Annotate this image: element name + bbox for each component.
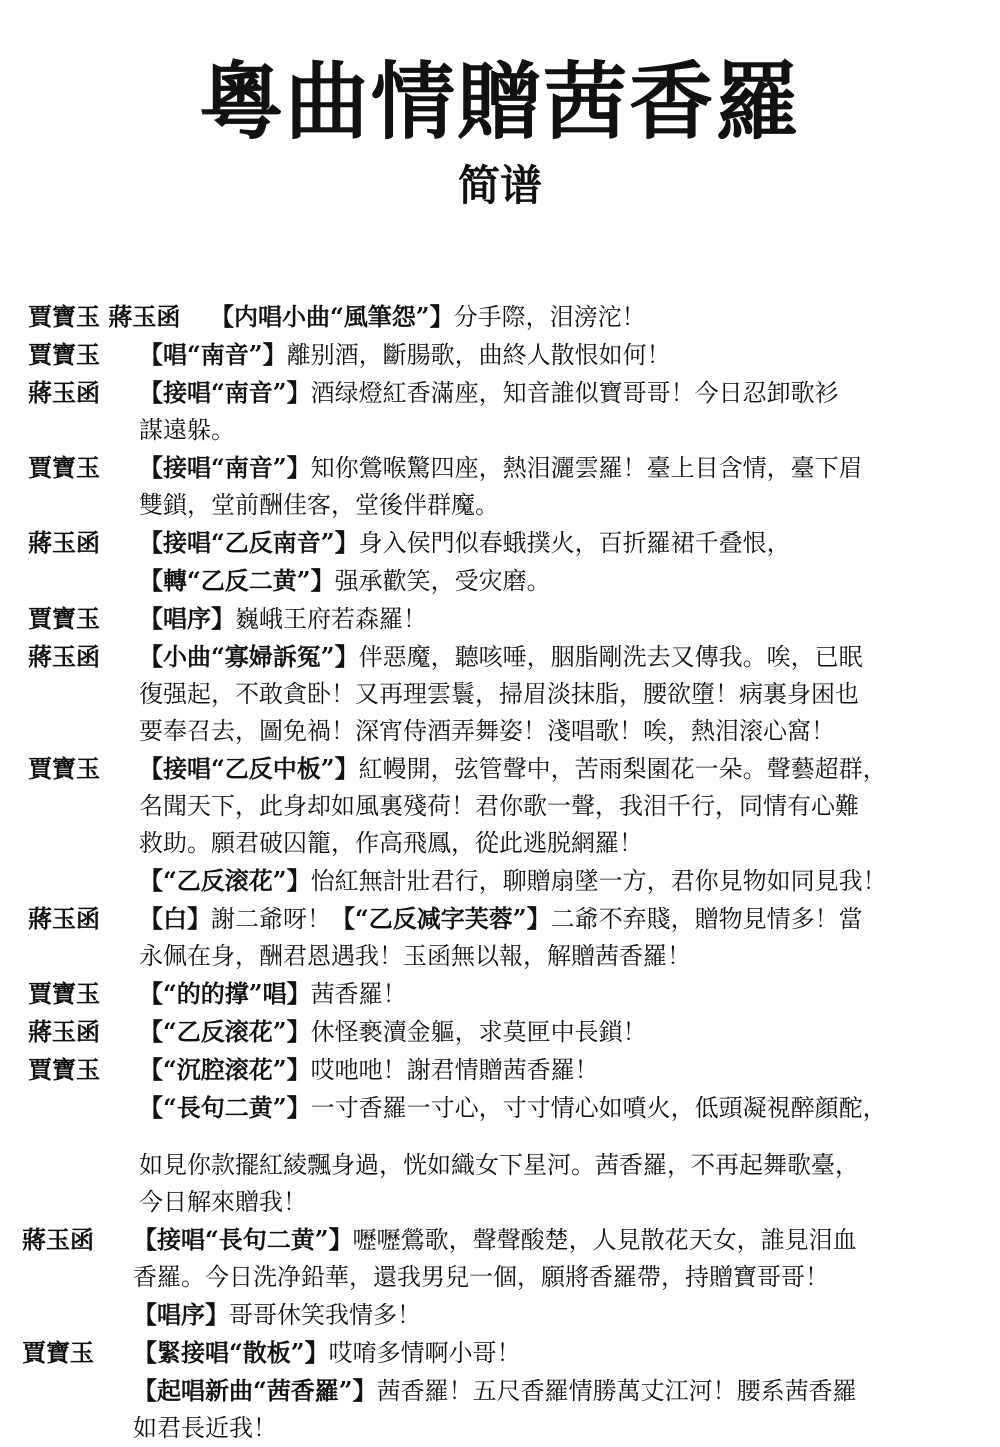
lyric-line: 如君長近我！ [133,1414,277,1442]
singing-direction: 【“長句二黄”】 [139,1093,311,1122]
lyric-entry [0,638,1000,750]
singing-direction: 【内唱小曲“風筆怨”】 [210,302,454,331]
lyric-line: 雙鎖，堂前酬佳客，堂後伴群魔。 [139,491,499,519]
singing-direction: 【緊接唱“散板”】 [133,1338,329,1367]
lyric-entry [0,900,1000,975]
lyric-entry [0,600,1000,638]
lyric-entry [0,336,1000,374]
singing-direction: 【唱序】 [133,1300,229,1329]
lyric-text: 知你鶯喉驚四座，熱泪灑雲羅！臺上目含情，臺下眉 [310,454,863,482]
lyric-text: 分手際，泪滂沱！ [453,303,646,331]
speaker-label: 賈寶玉 [28,754,100,783]
singing-direction: 【“乙反滚花”】 [139,1017,311,1046]
lyric-line [139,449,984,487]
page-subtitle: 简谱 [457,161,542,210]
lyric-text: 茜香羅！ [310,980,407,1008]
lyric-line [133,1296,984,1334]
lyric-line [133,1221,984,1259]
lyric-line: 名聞天下，此身却如風裏殘荷！君你歌一聲，我泪千行，同情有心難 [139,792,859,820]
lyric-entry [0,975,1000,1013]
speaker-label: 賈寶玉 [28,453,100,482]
lyric-line [139,975,984,1013]
lyric-line: 永佩在身，酬君恩遇我！玉函無以報，解贈茜香羅！ [139,942,691,970]
speaker-label: 蔣玉函 [28,1017,100,1046]
speaker-label: 蔣玉函 [22,1225,94,1254]
singing-direction: 【“乙反减字芙蓉”】 [331,904,551,933]
lyric-line: 要奉召去，圖免禍！深宵侍酒弄舞姿！淺唱歌！唉，熱泪滚心窩！ [139,717,835,745]
singing-direction: 【“沉腔滚花”】 [139,1055,311,1084]
lyric-line [139,638,984,676]
speaker-label: 蔣玉函 [28,378,100,407]
lyric-text: 哎吔吔！謝君情贈茜香羅！ [310,1056,599,1084]
lyric-line [139,600,984,638]
lyric-line [139,562,984,600]
speaker-label: 賈寶玉 [22,1338,94,1367]
line-gap [0,1127,1000,1147]
speaker-label: 蔣玉函 [28,642,100,671]
lyric-entry [0,374,1000,449]
lyric-line [139,1013,984,1051]
lyric-entry [0,1013,1000,1051]
speaker-label: 賈寶玉 [28,604,100,633]
lyric-text: 休怪褻瀆金軀，求莫匣中長鎖！ [310,1018,647,1046]
singing-direction: 【轉“乙反二黄”】 [139,566,335,595]
lyric-text: 酒绿燈紅香滿座，知音誰似寶哥哥！今日忍卸歌衫 [310,379,839,407]
lyric-text: 離别酒，斷腸歌，曲終人散恨如何！ [286,341,671,369]
lyric-line: 香羅。今日洗净鉛華，還我男兒一個，願將香羅帶，持贈寶哥哥！ [133,1263,829,1291]
singing-direction: 【接唱“南音”】 [139,378,311,407]
lyric-line: 復强起，不敢貪卧！又再理雲鬟，掃眉淡抹脂，腰欲墮！病裏身困也 [139,680,859,708]
lyric-text: 謝二爺呀！ [211,905,331,933]
lyric-text: 茜香羅！五尺香羅情勝萬丈江河！腰系茜香羅 [376,1377,857,1405]
lyric-line [139,750,984,788]
lyric-line [139,374,984,412]
speaker-label: 蔣玉函 [28,528,100,557]
singing-direction: 【唱“南音”】 [139,340,287,369]
lyric-entry [0,1221,1000,1334]
speaker-label: 賈寶玉 [28,340,100,369]
singing-direction: 【接唱“乙反南音”】 [139,528,359,557]
lyric-text: 伴惡魔，聽咳唾，胭脂剛洗去又傳我。唉，已眠 [358,643,863,671]
lyric-line [133,1372,984,1410]
singing-direction: 【接唱“長句二黄”】 [133,1225,353,1254]
singing-direction: 【“的的撑”唱】 [139,979,311,1008]
lyric-line [139,862,984,900]
lyric-line [139,1089,984,1127]
singing-direction: 【“乙反滚花”】 [139,866,311,895]
lyric-text: 巍峨王府若森羅！ [235,605,427,633]
lyric-text: 哥哥休笑我情多！ [229,1301,421,1329]
lyric-text: 强承歡笑，受灾磨。 [334,567,551,595]
lyric-line: 謀遠躲。 [139,416,235,444]
lyrics-body [0,298,1000,1447]
speaker-label: 賈寶玉 [28,979,100,1008]
lyric-text: 紅幔開，弦管聲中，苦雨梨園花一朵。聲藝超群， [358,755,887,783]
lyric-line [139,524,984,562]
lyric-text: 身入侯門似春蛾撲火，百折羅裙千叠恨， [358,529,791,557]
lyric-line [139,900,984,938]
lyric-line [133,1334,984,1372]
lyric-line [139,1051,984,1089]
lyric-text: 一寸香羅一寸心，寸寸情心如噴火，低頭凝視醉顔酡， [310,1094,887,1122]
singing-direction: 【起唱新曲“茜香羅”】 [133,1376,377,1405]
speaker-label: 賈寶玉 [28,1055,100,1084]
speaker-label: 賈寶玉 蔣玉函 [28,302,181,331]
lyric-line: 如見你款擺紅綾飄身過，恍如織女下星河。茜香羅，不再起舞歌臺， [139,1151,859,1179]
lyric-text: 哎唷多情啊小哥！ [328,1339,521,1367]
singing-direction: 【白】 [139,904,211,933]
lyric-entry [0,750,1000,900]
singing-direction: 【接唱“乙反中板”】 [139,754,359,783]
lyric-entry [0,1334,1000,1447]
lyric-entry [0,1051,1000,1221]
lyric-entry [0,449,1000,524]
singing-direction: 【唱序】 [139,604,235,633]
speaker-label: 蔣玉函 [28,904,100,933]
lyric-text: 二爺不弃賤，贈物見情多！當 [550,905,863,933]
singing-direction: 【小曲“寡婦訴冤”】 [139,642,359,671]
lyric-line: 救助。願君破囚籠，作高飛鳳，從此逃脱網羅！ [139,829,643,857]
lyric-line: 今日解來贈我！ [139,1188,307,1216]
lyric-text: 嚦嚦鶯歌，聲聲酸楚，人見散花天女，誰見泪血 [352,1226,857,1254]
lyric-text: 怡紅無計壯君行，聊贈扇墜一方，君你見物如同見我！ [310,867,887,895]
page-title: 粵曲情贈茜香羅 [198,53,801,151]
lyric-line [210,298,985,336]
singing-direction: 【接唱“南音”】 [139,453,311,482]
lyric-entry [0,524,1000,600]
lyric-line [139,336,984,374]
lyric-entry [0,298,1000,336]
